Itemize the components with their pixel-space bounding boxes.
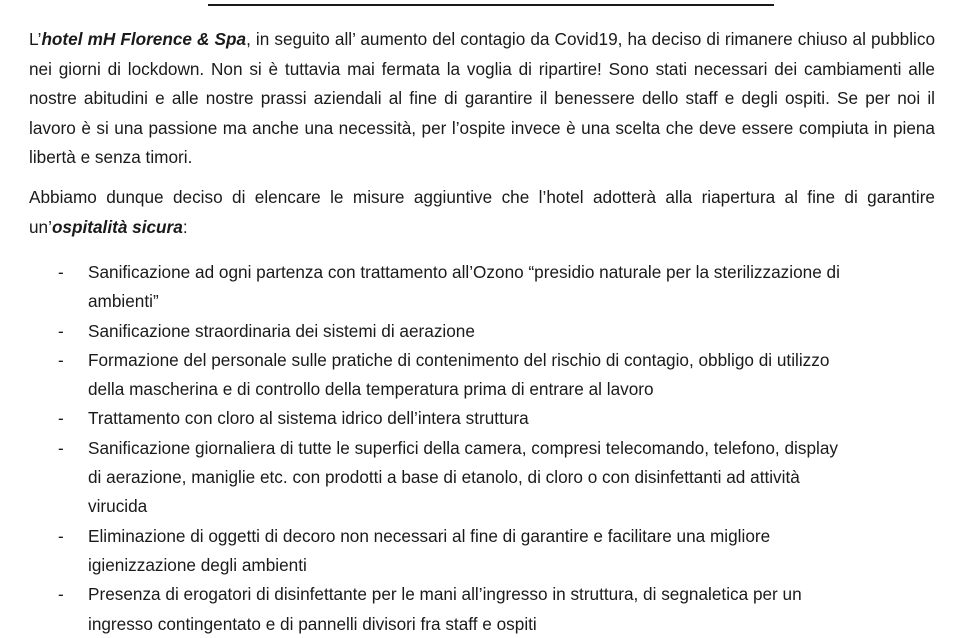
bullet-dash: - [58, 584, 64, 605]
measures-list [0, 258, 960, 638]
list-item [0, 346, 960, 405]
measures-intro-text: Abbiamo dunque deciso di elencare le misure aggiuntive che l’hotel adotterà alla riapertura al fine di garantire un’ [29, 187, 935, 237]
list-item-line: virucida [88, 496, 148, 517]
list-item [0, 580, 960, 638]
list-item-line: Trattamento con cloro al sistema idrico dell’intera struttura [88, 408, 529, 429]
bullet-dash: - [58, 408, 64, 429]
list-item-line: Eliminazione di oggetti di decoro non necessari al fine di garantire e facilitare una migliore [88, 525, 771, 546]
list-item-line: igienizzazione degli ambienti [88, 554, 307, 575]
intro-text: , in seguito all’ aumento del contagio da Covid19, ha deciso di rimanere chiuso al pubblico nei giorni di lockdown. Non si è tuttavia mai fermata la voglia di ripartire! Sono stati necessari dei cambiamenti alle nostre abitudini e alle nostre prassi aziendali al fine di garantire il benessere dello staff e degli ospiti. Se per noi il lavoro è si una passione ma anche una necessità, per l’ospite invece è una scelta che deve essere compiuta in piena libertà e senza timori. [29, 29, 936, 167]
measures-intro-paragraph [29, 183, 935, 242]
list-item-line: Sanificazione straordinaria dei sistemi di aerazione [88, 320, 475, 341]
list-item-line: ingresso contingentato e di pannelli divisori fra staff e ospiti [88, 613, 537, 634]
measures-intro-suffix: : [182, 216, 188, 237]
bullet-dash: - [58, 349, 64, 370]
list-item-line: Sanificazione giornaliera di tutte le superfici della camera, compresi telecomando, telefono, display [88, 437, 838, 458]
bullet-dash: - [58, 262, 64, 282]
intro-paragraph [29, 25, 935, 173]
list-item-line: della mascherina e di controllo della temperatura prima di entrare al lavoro [88, 379, 654, 400]
list-item [0, 434, 960, 522]
list-item-line: Formazione del personale sulle pratiche di contenimento del rischio di contagio, obbligo di utilizzo [88, 349, 830, 370]
list-item-line: Presenza di erogatori di disinfettante per le mani all’ingresso in struttura, di segnaletica per un [88, 584, 802, 605]
bullet-dash: - [58, 437, 64, 458]
list-item [0, 258, 960, 317]
intro-prefix: L’ [29, 29, 42, 49]
bullet-dash: - [58, 525, 64, 546]
hotel-name: hotel mH Florence & Spa [41, 29, 247, 49]
list-item-line: Sanificazione ad ogni partenza con trattamento all’Ozono “presidio naturale per la sterilizzazione di [88, 262, 840, 282]
list-item-line: ambienti” [88, 291, 159, 312]
safe-hospitality-emphasis: ospitalità sicura [51, 216, 183, 237]
list-item [0, 404, 960, 433]
top-divider-line [208, 0, 774, 6]
list-item [0, 522, 960, 581]
bullet-dash: - [58, 320, 64, 341]
list-item-line: di aerazione, maniglie etc. con prodotti a base di etanolo, di cloro o con disinfettanti ad attività [88, 467, 800, 488]
list-item [0, 317, 960, 346]
